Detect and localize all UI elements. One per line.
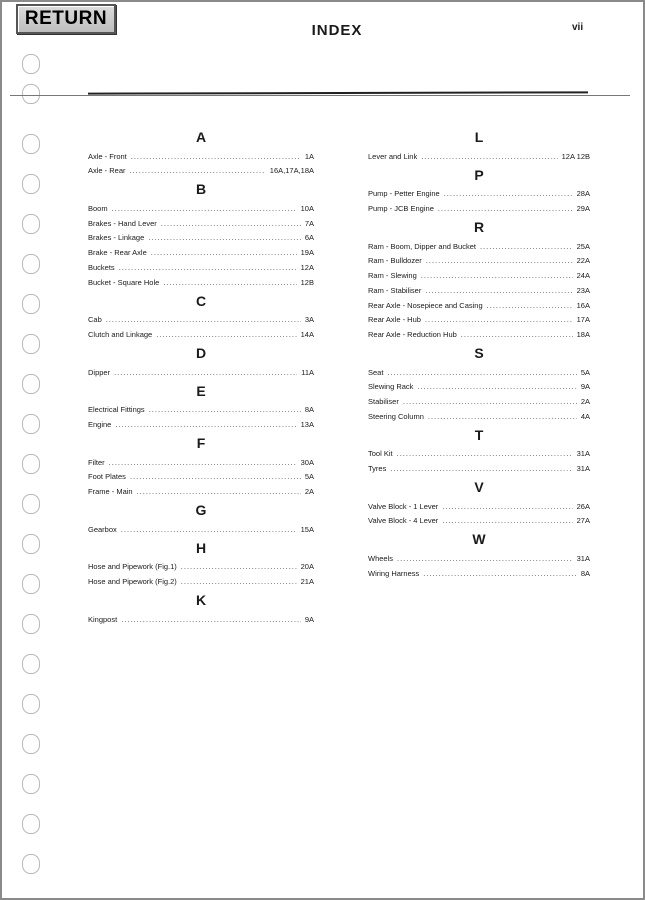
index-entry[interactable] [368,363,590,378]
section-letter: B [195,181,207,198]
binder-hole [22,614,40,634]
binder-holes [12,42,52,892]
entry-page-ref: 13A [300,419,314,429]
dot-leader [425,314,573,325]
index-section [88,382,314,430]
dot-leader [428,411,577,422]
entry-name: Kingpost [88,614,118,624]
entry-page-ref: 9A [580,382,590,392]
dot-leader [461,329,573,340]
entry-name: Pump - JCB Engine [368,204,434,214]
page-title: INDEX [311,22,363,39]
entry-page-ref: 16A,17A,18A [269,166,314,176]
dot-leader [114,367,297,378]
entry-name: Tyres [368,464,387,473]
entry-page-ref: 2A [304,487,314,496]
entry-name: Ram - Stabiliser [368,285,422,295]
entry-page-ref: 5A [580,367,590,377]
entry-page-ref: 3A [304,315,314,325]
entry-name: Hose and Pipework (Fig.1) [88,562,177,572]
index-section [368,530,590,578]
binder-hole [22,734,40,754]
index-section [88,128,314,176]
binder-hole [22,494,40,514]
header-rule-thin [10,95,630,96]
index-entry[interactable] [88,229,314,244]
dot-leader [181,561,297,572]
return-button[interactable]: RETURN [16,4,116,34]
entry-name: Rear Axle - Reduction Hub [368,329,457,339]
entry-page-ref: 9A [304,614,314,624]
dot-leader [121,524,297,535]
entry-name: Valve Block - 1 Lever [368,501,439,511]
dot-leader [112,203,297,214]
entry-page-ref: 16A [576,300,590,310]
index-entry[interactable] [368,549,590,564]
binder-hole [22,374,40,394]
dot-leader [181,576,297,587]
dot-leader [444,188,573,199]
dot-leader [121,614,301,625]
section-letter: G [195,502,207,518]
entry-page-ref: 31A [576,464,590,473]
dot-leader [442,515,572,526]
entry-name: Filter [88,457,105,467]
entry-page-ref: 27A [576,516,590,526]
entry-page-ref: 10A [300,204,314,214]
binder-hole [22,174,40,194]
index-section [368,426,590,474]
index-section [368,218,590,340]
index-entry[interactable] [368,378,590,393]
section-letter: D [195,344,207,361]
dot-leader [149,404,301,415]
entry-page-ref: 17A [576,315,590,325]
dot-leader [397,448,573,459]
dot-leader [390,463,572,474]
entry-page-ref: 30A [300,457,314,467]
entry-name: Buckets [88,262,115,272]
entry-name: Pump - Petter Engine [368,189,440,199]
index-entry[interactable] [368,512,590,527]
dot-leader [137,486,301,497]
entry-page-ref: 29A [576,204,590,214]
index-entry[interactable] [88,415,314,430]
binder-hole [22,414,40,434]
index-entry[interactable] [368,564,590,579]
entry-name: Tool Kit [368,449,393,459]
index-entry[interactable] [88,401,314,416]
entry-name: Lever and Link [368,151,418,161]
index-entry[interactable] [368,459,590,474]
entry-name: Seat [368,367,384,377]
section-letter: R [473,219,485,236]
dot-leader [161,218,301,229]
entry-name: Brakes - Linkage [88,233,145,243]
entry-name: Valve Block - 4 Lever [368,516,439,526]
dot-leader [156,329,296,340]
dot-leader [442,501,572,512]
entry-page-ref: 14A [300,329,314,339]
index-entry[interactable] [88,558,314,573]
entry-name: Ram - Boom, Dipper and Bucket [368,241,476,251]
binder-hole [22,54,40,74]
index-entry[interactable] [88,325,314,340]
entry-name: Slewing Rack [368,382,414,392]
entry-name: Brakes - Hand Lever [88,218,157,228]
section-letter: S [474,344,484,361]
dot-leader [425,285,572,296]
dot-leader [109,457,297,468]
entry-page-ref: 4A [580,411,590,421]
index-entry[interactable] [88,199,314,214]
dot-leader [403,396,577,407]
index-entry[interactable] [88,243,314,258]
index-entry[interactable] [368,237,590,252]
entry-name: Axle - Rear [88,166,126,176]
section-letter: V [474,479,484,495]
entry-page-ref: 28A [576,189,590,199]
index-section [368,166,590,214]
section-letter: F [196,434,206,451]
entry-name: Engine [88,419,112,429]
dot-leader [387,367,576,378]
binder-hole [22,214,40,234]
dot-leader [426,255,573,266]
dot-leader [423,568,577,579]
index-entry[interactable] [368,266,590,281]
entry-name: Wiring Harness [368,568,420,578]
index-entry[interactable] [88,258,314,273]
entry-name: Hose and Pipework (Fig.2) [88,577,177,587]
section-letter: K [195,592,207,609]
index-entry[interactable] [88,147,314,162]
index-entry[interactable] [88,214,314,229]
binder-hole [22,654,40,674]
index-entry[interactable] [88,311,314,326]
index-column-left [88,124,314,629]
dot-leader [417,381,576,392]
entry-page-ref: 20A [300,562,314,572]
index-entry[interactable] [88,453,314,468]
dot-leader [421,270,573,281]
index-entry[interactable] [368,147,590,162]
index-entry[interactable] [368,252,590,267]
index-section [368,128,590,162]
entry-name: Rear Axle - Hub [368,315,421,325]
dot-leader [131,151,301,162]
index-entry[interactable] [88,482,314,497]
section-letter: E [196,382,206,399]
section-letter: W [472,531,486,548]
index-entry[interactable] [88,520,314,535]
dot-leader [480,241,573,252]
binder-hole [22,814,40,834]
entry-page-ref: 31A [576,554,590,564]
binder-hole [22,134,40,154]
dot-leader [130,471,301,482]
entry-name: Brake - Rear Axle [88,248,147,258]
dot-leader [163,277,296,288]
entry-name: Bucket - Square Hole [88,277,160,287]
binder-hole [22,694,40,714]
page-number: vii [572,22,584,33]
entry-name: Steering Column [368,411,424,421]
entry-name: Wheels [368,554,394,564]
index-entry[interactable] [368,296,590,311]
index-section [88,180,314,287]
index-entry[interactable] [368,445,590,460]
entry-page-ref: 2A [580,396,590,406]
entry-name: Electrical Fittings [88,405,145,415]
entry-name: Axle - Front [88,151,127,161]
entry-name: Rear Axle - Nosepiece and Casing [368,300,483,310]
index-entry[interactable] [368,497,590,512]
index-section [88,501,314,535]
entry-name: Ram - Bulldozer [368,256,422,266]
dot-leader [148,232,301,243]
entry-page-ref: 18A [576,329,590,339]
index-entry[interactable] [368,199,590,214]
section-letter: H [195,539,207,556]
dot-leader [115,419,296,430]
section-letter: T [474,426,484,443]
index-entry[interactable] [368,407,590,422]
entry-name: Dipper [88,367,111,377]
entry-page-ref: 24A [576,271,590,281]
index-entry[interactable] [88,162,314,177]
entry-name: Ram - Slewing [368,271,417,281]
index-entry[interactable] [88,572,314,587]
index-entry[interactable] [368,311,590,326]
index-section [88,591,314,625]
entry-name: Boom [88,204,108,214]
binder-hole [22,454,40,474]
entry-page-ref: 22A [576,256,590,266]
index-column-right [368,124,590,583]
index-section [88,344,314,378]
index-section [88,434,314,497]
dot-leader [130,165,266,176]
entry-page-ref: 25A [576,241,590,251]
index-entry[interactable] [88,273,314,288]
entry-page-ref: 12A [300,262,314,272]
entry-page-ref: 6A [304,233,314,243]
entry-name: Gearbox [88,524,117,534]
index-entry[interactable] [88,468,314,483]
index-entry[interactable] [368,281,590,296]
section-letter: L [474,129,484,145]
binder-hole [22,534,40,554]
entry-page-ref: 12B [300,277,314,287]
binder-hole [22,254,40,274]
dot-leader [106,314,301,325]
dot-leader [151,247,297,258]
dot-leader [421,151,557,162]
entry-name: Foot Plates [88,472,126,482]
binder-hole [22,294,40,314]
binder-hole [22,774,40,794]
entry-page-ref: 12A 12B [561,151,590,161]
binder-hole [22,334,40,354]
binder-hole [22,854,40,874]
entry-page-ref: 26A [576,501,590,511]
entry-name: Cab [88,315,102,325]
index-entry[interactable] [368,392,590,407]
binder-hole [22,84,40,104]
entry-name: Stabiliser [368,396,399,406]
index-entry[interactable] [368,185,590,200]
entry-page-ref: 21A [300,577,314,587]
index-entry[interactable] [368,325,590,340]
index-entry[interactable] [88,363,314,378]
entry-page-ref: 11A [301,367,314,377]
index-section [88,292,314,340]
entry-page-ref: 7A [304,218,314,228]
entry-page-ref: 5A [304,472,314,482]
dot-leader [438,203,573,214]
binder-hole [22,574,40,594]
dot-leader [487,300,573,311]
entry-page-ref: 1A [304,151,314,161]
entry-page-ref: 15A [300,524,314,534]
entry-page-ref: 8A [580,568,590,578]
section-letter: C [195,292,207,309]
entry-name: Frame - Main [88,487,133,496]
section-letter: A [195,129,207,145]
dot-leader [397,553,573,564]
index-entry[interactable] [88,610,314,625]
index-section [88,539,314,587]
entry-page-ref: 23A [576,285,590,295]
entry-page-ref: 19A [300,248,314,258]
entry-name: Clutch and Linkage [88,329,153,339]
section-letter: P [474,166,484,183]
entry-page-ref: 8A [304,405,314,415]
index-section [368,478,590,526]
index-section [368,344,590,422]
dot-leader [119,262,297,273]
entry-page-ref: 31A [576,449,590,459]
